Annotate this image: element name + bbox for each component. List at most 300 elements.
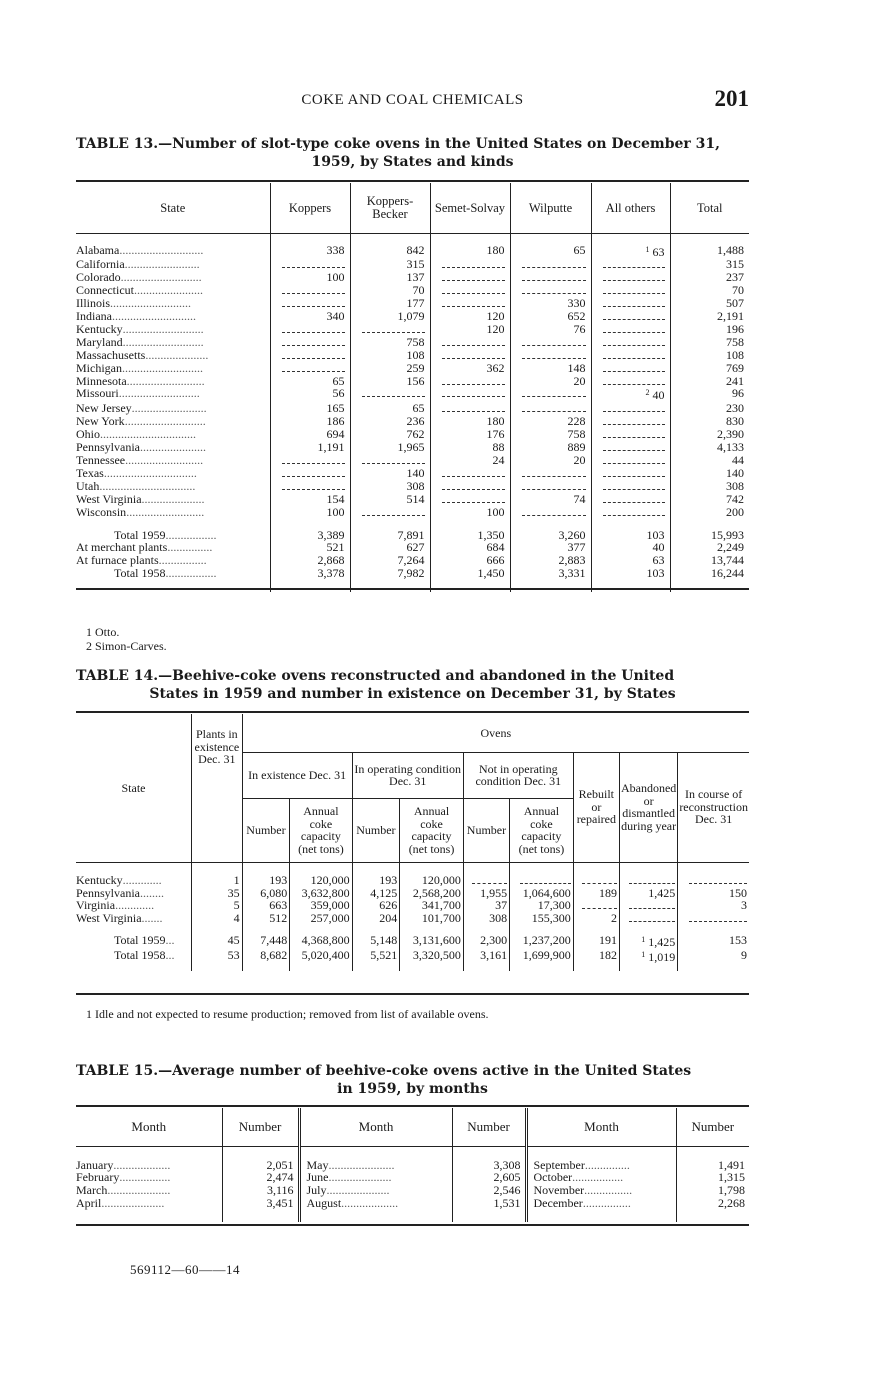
dot-leader: .........................	[131, 401, 207, 416]
table-row	[76, 874, 749, 887]
table-cell	[350, 454, 430, 467]
spacer-cell	[510, 963, 574, 971]
table-row	[76, 1171, 749, 1184]
table-cell: 3,131,600	[400, 934, 464, 949]
state-name: New York	[76, 414, 125, 429]
spacer-cell	[573, 862, 619, 874]
table-cell: 1,450	[430, 567, 510, 580]
table-cell: 694	[270, 428, 350, 441]
spacer-row	[76, 1210, 749, 1222]
table-cell: 1,798	[676, 1184, 749, 1197]
table-cell	[619, 874, 677, 887]
dot-leader: ..........................	[126, 373, 205, 388]
table-cell	[510, 387, 591, 402]
table-cell: 40	[591, 541, 670, 554]
table-cell: 120	[430, 310, 510, 323]
spacer-cell	[619, 862, 677, 874]
table-cell: 230	[670, 402, 749, 415]
empty-dash-leader	[442, 482, 504, 490]
table-cell	[430, 387, 510, 402]
spacer-cell	[676, 1210, 749, 1222]
empty-dash-leader	[282, 351, 344, 359]
table-cell: 24	[430, 454, 510, 467]
table-cell: 237	[670, 271, 749, 284]
empty-dash-leader	[442, 389, 504, 397]
table-cell: 44	[670, 454, 749, 467]
empty-dash-leader	[442, 495, 504, 503]
table-cell: 769	[670, 362, 749, 375]
table-cell	[591, 428, 670, 441]
table-cell: 330	[510, 297, 591, 310]
table13-caption-line1: TABLE 13.—Number of slot-type coke ovens in the United States on December 31,	[76, 136, 721, 152]
state-name: February	[76, 1170, 120, 1185]
table-row	[76, 1184, 749, 1197]
t15-head-number: Number	[452, 1108, 526, 1147]
empty-dash-leader	[282, 482, 344, 490]
t13-col-header: Total	[670, 183, 749, 234]
state-name: Alabama	[76, 242, 120, 257]
empty-dash-leader	[603, 482, 665, 490]
table-cell: 5,521	[352, 949, 400, 964]
table15-top-rule	[76, 1105, 749, 1107]
page-number: 201	[714, 86, 749, 111]
spacer-cell	[400, 963, 464, 971]
table-cell	[591, 480, 670, 493]
table-cell: 3,260	[510, 529, 591, 542]
state-name: Total 1959	[114, 527, 166, 542]
table-cell: 652	[510, 310, 591, 323]
empty-dash-leader	[603, 495, 665, 503]
empty-dash-leader	[522, 389, 585, 397]
empty-dash-leader	[362, 456, 424, 464]
table-cell: 2,390	[670, 428, 749, 441]
table-row	[76, 244, 749, 259]
table-cell	[591, 467, 670, 480]
table-cell: 108	[350, 349, 430, 362]
table-cell: 3,161	[463, 949, 509, 964]
empty-dash-leader	[522, 508, 585, 516]
table-cell: 2,868	[270, 554, 350, 567]
table-cell	[619, 912, 677, 925]
dot-leader: ...........................	[124, 414, 206, 429]
table-cell: 842	[350, 244, 430, 259]
t14-head-number: Number	[463, 798, 509, 862]
empty-dash-leader	[282, 338, 344, 346]
table-cell: 1,064,600	[510, 887, 574, 900]
table-cell: 100	[270, 506, 350, 519]
state-name: Total 1958	[114, 566, 166, 581]
table-row	[76, 899, 749, 912]
empty-dash-leader	[472, 876, 507, 884]
table-cell: 2,268	[676, 1197, 749, 1210]
state-name: At merchant plants	[76, 540, 168, 555]
table-cell: 359,000	[290, 899, 352, 912]
state-cell	[76, 387, 270, 402]
state-name: Connecticut	[76, 283, 134, 298]
table-cell: 1,699,900	[510, 949, 574, 964]
table-cell: 108	[670, 349, 749, 362]
empty-dash-leader	[362, 389, 424, 397]
state-name: June	[306, 1170, 329, 1185]
state-name: January	[76, 1157, 114, 1172]
table-row	[76, 387, 749, 402]
table-cell	[591, 454, 670, 467]
t13-col-header: State	[76, 183, 270, 234]
table-cell: 35	[192, 887, 243, 900]
spacer-cell	[463, 963, 509, 971]
empty-dash-leader	[522, 351, 585, 359]
table-cell: 2,605	[452, 1171, 526, 1184]
spacer-cell	[76, 580, 270, 592]
table-cell	[591, 310, 670, 323]
table14-caption-line1: TABLE 14.—Beehive-coke ovens reconstructed and abandoned in the United	[76, 668, 675, 684]
table-cell: 120	[430, 323, 510, 336]
dot-leader: ................	[584, 1183, 633, 1198]
table-cell	[591, 415, 670, 428]
table-cell	[573, 874, 619, 887]
table-cell: 742	[670, 493, 749, 506]
t15-head-month: Month	[76, 1108, 222, 1147]
t14-head-not-operating: Not in operating condition Dec. 31	[463, 752, 573, 798]
table-row	[76, 506, 749, 519]
state-name: Minnesota	[76, 373, 127, 388]
empty-dash-leader	[603, 286, 665, 294]
table-cell	[591, 506, 670, 519]
table-cell: 830	[670, 415, 749, 428]
table-cell	[430, 467, 510, 480]
empty-dash-leader	[603, 456, 665, 464]
table-cell: 140	[670, 467, 749, 480]
table13-bottom-rule	[76, 588, 749, 590]
dot-leader: ......................	[328, 1157, 395, 1172]
empty-dash-leader	[282, 469, 344, 477]
t13-col-header: Koppers-Becker	[350, 183, 430, 234]
table-cell: 684	[430, 541, 510, 554]
empty-dash-leader	[282, 260, 344, 268]
state-name: November	[533, 1183, 585, 1198]
state-cell	[76, 1197, 222, 1210]
table-row	[76, 493, 749, 506]
dot-leader: ............................	[111, 309, 196, 324]
state-name: Indiana	[76, 309, 112, 324]
table-cell: 5,148	[352, 934, 400, 949]
table-cell: 76	[510, 323, 591, 336]
table-cell: 100	[430, 506, 510, 519]
table-cell: 13,744	[670, 554, 749, 567]
table-row	[76, 912, 749, 925]
empty-dash-leader	[522, 482, 585, 490]
table-cell: 308	[350, 480, 430, 493]
table-cell	[591, 336, 670, 349]
dot-leader: ...................	[113, 1157, 171, 1172]
table-cell: 103	[591, 567, 670, 580]
table-cell: 3,451	[222, 1197, 299, 1210]
empty-dash-leader	[603, 364, 665, 372]
t14-head-state: State	[76, 714, 192, 862]
footnote-marker: 1	[641, 949, 646, 959]
spacer-cell	[290, 963, 352, 971]
table-row	[76, 887, 749, 900]
table-cell: $^1$ 1,425	[619, 934, 677, 949]
table-cell: 663	[242, 899, 290, 912]
table14-top-rule	[76, 711, 749, 713]
table-cell: 7,448	[242, 934, 290, 949]
dot-leader: ............................	[119, 242, 204, 257]
table-cell: 521	[270, 541, 350, 554]
table15-caption-line1: TABLE 15.—Average number of beehive-coke ovens active in the United States	[76, 1063, 692, 1079]
table-cell: 5,020,400	[290, 949, 352, 964]
table-row	[76, 1159, 749, 1172]
table-cell: 65	[510, 244, 591, 259]
table15-caption	[76, 1062, 749, 1098]
dot-leader: .......	[141, 910, 163, 925]
state-name: Virginia	[76, 898, 116, 912]
table-cell: $^1$ 1,019	[619, 949, 677, 964]
table-cell: 7,982	[350, 567, 430, 580]
table13-caption	[76, 135, 749, 171]
table-row	[76, 336, 749, 349]
total-row	[76, 934, 749, 949]
dot-leader: ...............	[584, 1157, 630, 1172]
table-row	[76, 349, 749, 362]
running-title: COKE AND COAL CHEMICALS	[301, 92, 524, 108]
table-cell: 191	[573, 934, 619, 949]
table-cell: 7,891	[350, 529, 430, 542]
table-cell: 65	[350, 402, 430, 415]
empty-dash-leader	[442, 351, 504, 359]
table-cell: 507	[670, 297, 749, 310]
table-cell: $^2$ 40	[591, 387, 670, 402]
table-cell	[510, 480, 591, 493]
dot-leader: ..........................	[126, 504, 205, 519]
state-name: May	[306, 1157, 329, 1172]
table15-bottom-rule	[76, 1224, 749, 1226]
state-name: December	[533, 1195, 583, 1210]
spacer-cell	[591, 234, 670, 244]
state-name: California	[76, 257, 125, 272]
table-cell: 2,568,200	[400, 887, 464, 900]
table-cell: 308	[670, 480, 749, 493]
table-row	[76, 362, 749, 375]
table-cell: 514	[350, 493, 430, 506]
empty-dash-leader	[442, 260, 504, 268]
table-cell: 204	[352, 912, 400, 925]
table-cell: 315	[670, 258, 749, 271]
dot-leader: ................	[582, 1195, 631, 1210]
table-cell: 180	[430, 244, 510, 259]
state-cell	[76, 912, 192, 925]
empty-dash-leader	[689, 914, 747, 922]
printer-code: 569112—60——14	[130, 1262, 241, 1277]
table-cell	[591, 284, 670, 297]
dot-leader: .................	[572, 1170, 624, 1185]
table13	[76, 183, 749, 592]
table-cell: 1,488	[670, 244, 749, 259]
dot-leader: ...........................	[122, 360, 203, 375]
table-cell: 196	[670, 323, 749, 336]
table-cell	[678, 912, 749, 925]
table-cell: 241	[670, 375, 749, 388]
spacer-cell	[678, 862, 749, 874]
dot-leader: ......................	[140, 440, 206, 455]
spacer-row	[76, 580, 749, 592]
empty-dash-leader	[362, 508, 424, 516]
empty-dash-leader	[603, 417, 665, 425]
table-cell: 16,244	[670, 567, 749, 580]
empty-dash-leader	[603, 443, 665, 451]
empty-dash-leader	[282, 299, 344, 307]
table-cell: 17,300	[510, 899, 574, 912]
table13-top-rule	[76, 180, 749, 182]
table-cell: 56	[270, 387, 350, 402]
state-cell	[76, 244, 270, 259]
t14-head-capacity: Annual coke capacity (net tons)	[400, 798, 464, 862]
t14-head-in-existence: In existence Dec. 31	[242, 752, 352, 798]
state-cell	[76, 949, 192, 964]
table-cell: 626	[352, 899, 400, 912]
state-cell	[76, 467, 270, 480]
table15-caption-line2: in 1959, by months	[337, 1081, 488, 1097]
state-name: Maryland	[76, 334, 123, 349]
state-cell	[526, 1197, 676, 1210]
spacer-cell	[510, 580, 591, 592]
table-cell	[591, 375, 670, 388]
table-cell: 4	[192, 912, 243, 925]
dot-leader: .........................	[124, 257, 200, 272]
empty-dash-leader	[282, 364, 344, 372]
table-cell	[430, 349, 510, 362]
table-cell	[270, 362, 350, 375]
table-cell	[573, 899, 619, 912]
state-cell	[76, 934, 192, 949]
table-cell	[591, 441, 670, 454]
table-cell: 259	[350, 362, 430, 375]
state-name: West Virginia	[76, 491, 142, 506]
table-cell: 155,300	[510, 912, 574, 925]
t14-head-plants: Plants in existence Dec. 31	[192, 714, 243, 862]
spacer-cell	[678, 963, 749, 971]
dot-leader: ................	[158, 553, 207, 568]
table-cell: 6,080	[242, 887, 290, 900]
dot-leader: ................................	[100, 427, 196, 442]
state-name: August	[306, 1195, 342, 1210]
dot-leader: ..........................	[125, 453, 204, 467]
table-row	[76, 454, 749, 467]
empty-dash-leader	[603, 404, 665, 412]
table-cell	[591, 323, 670, 336]
spacer-cell	[526, 1210, 676, 1222]
table-cell	[591, 402, 670, 415]
footnote-2: 2 Simon-Carves.	[86, 639, 167, 653]
state-name: Illinois	[76, 296, 111, 311]
t15-head-month: Month	[526, 1108, 676, 1147]
dot-leader: .....................	[101, 1195, 165, 1210]
dot-leader: ...	[165, 933, 175, 947]
table-cell: 3,331	[510, 567, 591, 580]
table-cell	[430, 284, 510, 297]
empty-dash-leader	[522, 286, 585, 294]
spacer-cell	[452, 1147, 526, 1159]
spacer-cell	[619, 963, 677, 971]
table-cell: 627	[350, 541, 430, 554]
empty-dash-leader	[603, 312, 665, 320]
table-cell: 1,079	[350, 310, 430, 323]
table-cell: 1,965	[350, 441, 430, 454]
empty-dash-leader	[442, 273, 504, 281]
table-cell	[270, 284, 350, 297]
table-cell: 15,993	[670, 529, 749, 542]
table-row	[76, 480, 749, 493]
table-cell: 186	[270, 415, 350, 428]
t15-head-month: Month	[299, 1108, 452, 1147]
empty-dash-leader	[522, 404, 585, 412]
empty-dash-leader	[603, 338, 665, 346]
table-cell	[510, 874, 574, 887]
state-cell	[76, 567, 270, 580]
empty-dash-leader	[442, 286, 504, 294]
state-name: Wisconsin	[76, 504, 127, 519]
table14-caption-line2: States in 1959 and number in existence on December 31, by States	[149, 686, 676, 702]
t15-head-number: Number	[676, 1108, 749, 1147]
table-cell: 362	[430, 362, 510, 375]
table-cell: 3,308	[452, 1159, 526, 1172]
table-cell: 101,700	[400, 912, 464, 925]
table-cell	[350, 323, 430, 336]
table-cell	[270, 480, 350, 493]
total-row	[76, 949, 749, 964]
state-name: Utah	[76, 478, 100, 493]
empty-dash-leader	[629, 901, 675, 909]
spacer-cell	[270, 580, 350, 592]
spacer-cell	[192, 963, 243, 971]
table-cell: 153	[678, 934, 749, 949]
state-name: April	[76, 1195, 102, 1210]
table-cell: 154	[270, 493, 350, 506]
table-cell: 2,474	[222, 1171, 299, 1184]
empty-dash-leader	[582, 901, 617, 909]
dot-leader: ...............	[167, 540, 213, 555]
table-cell	[430, 271, 510, 284]
spacer-cell	[350, 580, 430, 592]
table-cell	[510, 467, 591, 480]
empty-dash-leader	[282, 456, 344, 464]
t14-head-abandoned: Abandoned or dismantled during year	[619, 752, 677, 862]
table-cell	[430, 336, 510, 349]
empty-dash-leader	[629, 914, 675, 922]
dot-leader: ...........................	[122, 334, 204, 349]
table-cell: 666	[430, 554, 510, 567]
dot-leader: ................................	[99, 478, 196, 493]
table-cell: 2,249	[670, 541, 749, 554]
table-cell: 156	[350, 375, 430, 388]
table-cell: 1,315	[676, 1171, 749, 1184]
state-name: Kentucky	[76, 321, 123, 336]
state-name: Total 1958	[114, 947, 166, 962]
table-cell: 148	[510, 362, 591, 375]
table-cell: 7,264	[350, 554, 430, 567]
table-cell	[591, 493, 670, 506]
table-cell: 96	[670, 387, 749, 402]
empty-dash-leader	[522, 260, 585, 268]
empty-dash-leader	[522, 273, 585, 281]
table-cell: 758	[350, 336, 430, 349]
table-cell	[270, 454, 350, 467]
t14-head-number: Number	[242, 798, 290, 862]
footnote-1: 1 Otto.	[86, 625, 120, 639]
empty-dash-leader	[442, 377, 504, 385]
table-row	[76, 323, 749, 336]
table-cell	[270, 467, 350, 480]
